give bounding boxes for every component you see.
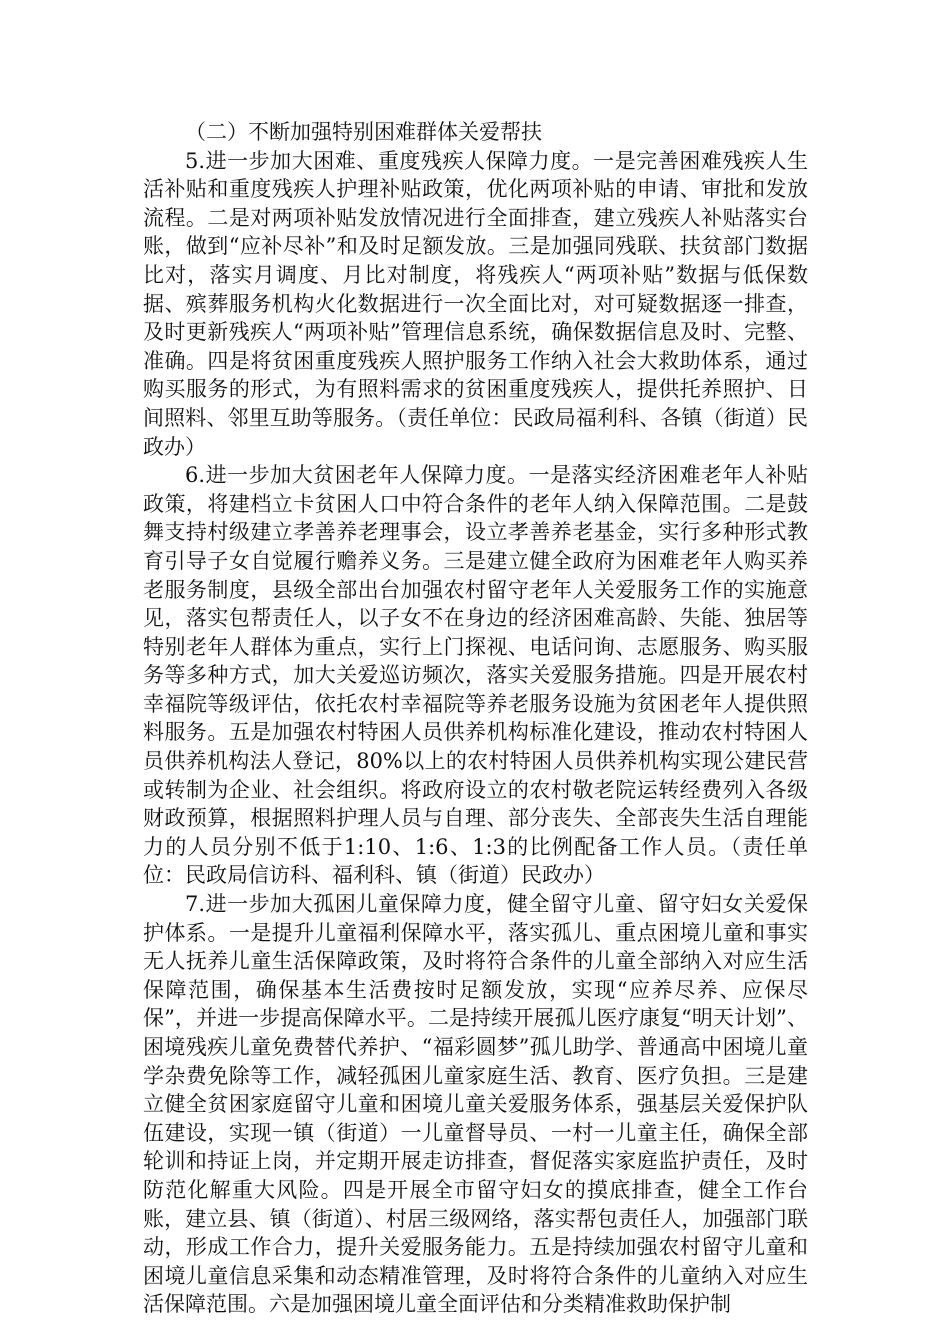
paragraph-item-6: 6.进一步加大贫困老年人保障力度。一是落实经济困难老年人补贴政策，将建档立卡贫困人口中符合条件的老年人纳入保障范围。二是鼓舞支持村级建立孝善养老理事会，设立孝善养老基金，实行多种形式教育引导子女自觉履行赡养义务。三是建立健全政府为困难老年人购买养老服务制度，县级全部出台加强农村留守老年人关爱服务工作的实施意见，落实包帮责任人，以子女不在身边的经济困难高龄、失能、独居等特别老年人群体为重点，实行上门探视、电话问询、志愿服务、购买服务等多种方式，加大关爱巡访频次，落实关爱服务措施。四是开展农村幸福院等级评估，依托农村幸福院等养老服务设施为贫困老年人提供照料服务。五是加强农村特困人员供养机构标准化建设，推动农村特困人员供养机构法人登记，80%以上的农村特困人员供养机构实现公建民营或转制为企业、社会组织。将政府设立的农村敬老院运转经费列入各级财政预算，根据照料护理人员与自理、部分丧失、全部丧失生活自理能力的人员分别不低于1:10、1:6、1:3的比例配备工作人员。（责任单位：民政局信访科、福利科、镇（街道）民政办） bbox=[143, 463, 808, 888]
document-body bbox=[143, 118, 808, 1319]
paragraph-item-7: 7.进一步加大孤困儿童保障力度，健全留守儿童、留守妇女关爱保护体系。一是提升儿童福利保障水平，落实孤儿、重点困境儿童和事实无人抚养儿童生活保障政策，及时将符合条件的儿童全部纳入对应生活保障范围，确保基本生活费按时足额发放，实现“应养尽养、应保尽保”，并进一步提高保障水平。二是持续开展孤儿医疗康复“明天计划”、困境残疾儿童免费替代养护、“福彩圆梦”孤儿助学、普通高中困境儿童学杂费免除等工作，减轻孤困儿童家庭生活、教育、医疗负担。三是建立健全贫困家庭留守儿童和困境儿童关爱服务体系，强基层关爱保护队伍建设，实现一镇（街道）一儿童督导员、一村一儿童主任，确保全部轮训和持证上岗，并定期开展走访排查，督促落实家庭监护责任，及时防范化解重大风险。四是开展全市留守妇女的摸底排查，健全工作台账，建立县、镇（街道）、村居三级网络，落实帮包责任人，加强部门联动，形成工作合力，提升关爱服务能力。五是持续加强农村留守儿童和困境儿童信息采集和动态精准管理，及时将符合条件的儿童纳入对应生活保障范围。六是加强困境儿童全面评估和分类精准救助保护制 bbox=[143, 892, 808, 1317]
section-heading: （二）不断加强特别困难群体关爱帮扶 bbox=[185, 120, 542, 144]
paragraph-item-5: 5.进一步加大困难、重度残疾人保障力度。一是完善困难残疾人生活补贴和重度残疾人护理补贴政策，优化两项补贴的申请、审批和发放流程。二是对两项补贴发放情况进行全面排查，建立残疾人补贴落实台账，做到“应补尽补”和及时足额发放。三是加强同残联、扶贫部门数据比对，落实月调度、月比对制度，将残疾人“两项补贴”数据与低保数据、殡葬服务机构火化数据进行一次全面比对，对可疑数据逐一排查，及时更新残疾人“两项补贴”管理信息系统，确保数据信息及时、完整、准确。四是将贫困重度残疾人照护服务工作纳入社会大救助体系，通过购买服务的形式，为有照料需求的贫困重度残疾人，提供托养照护、日间照料、邻里互助等服务。（责任单位：民政局福利科、各镇（街道）民政办） bbox=[143, 148, 808, 459]
